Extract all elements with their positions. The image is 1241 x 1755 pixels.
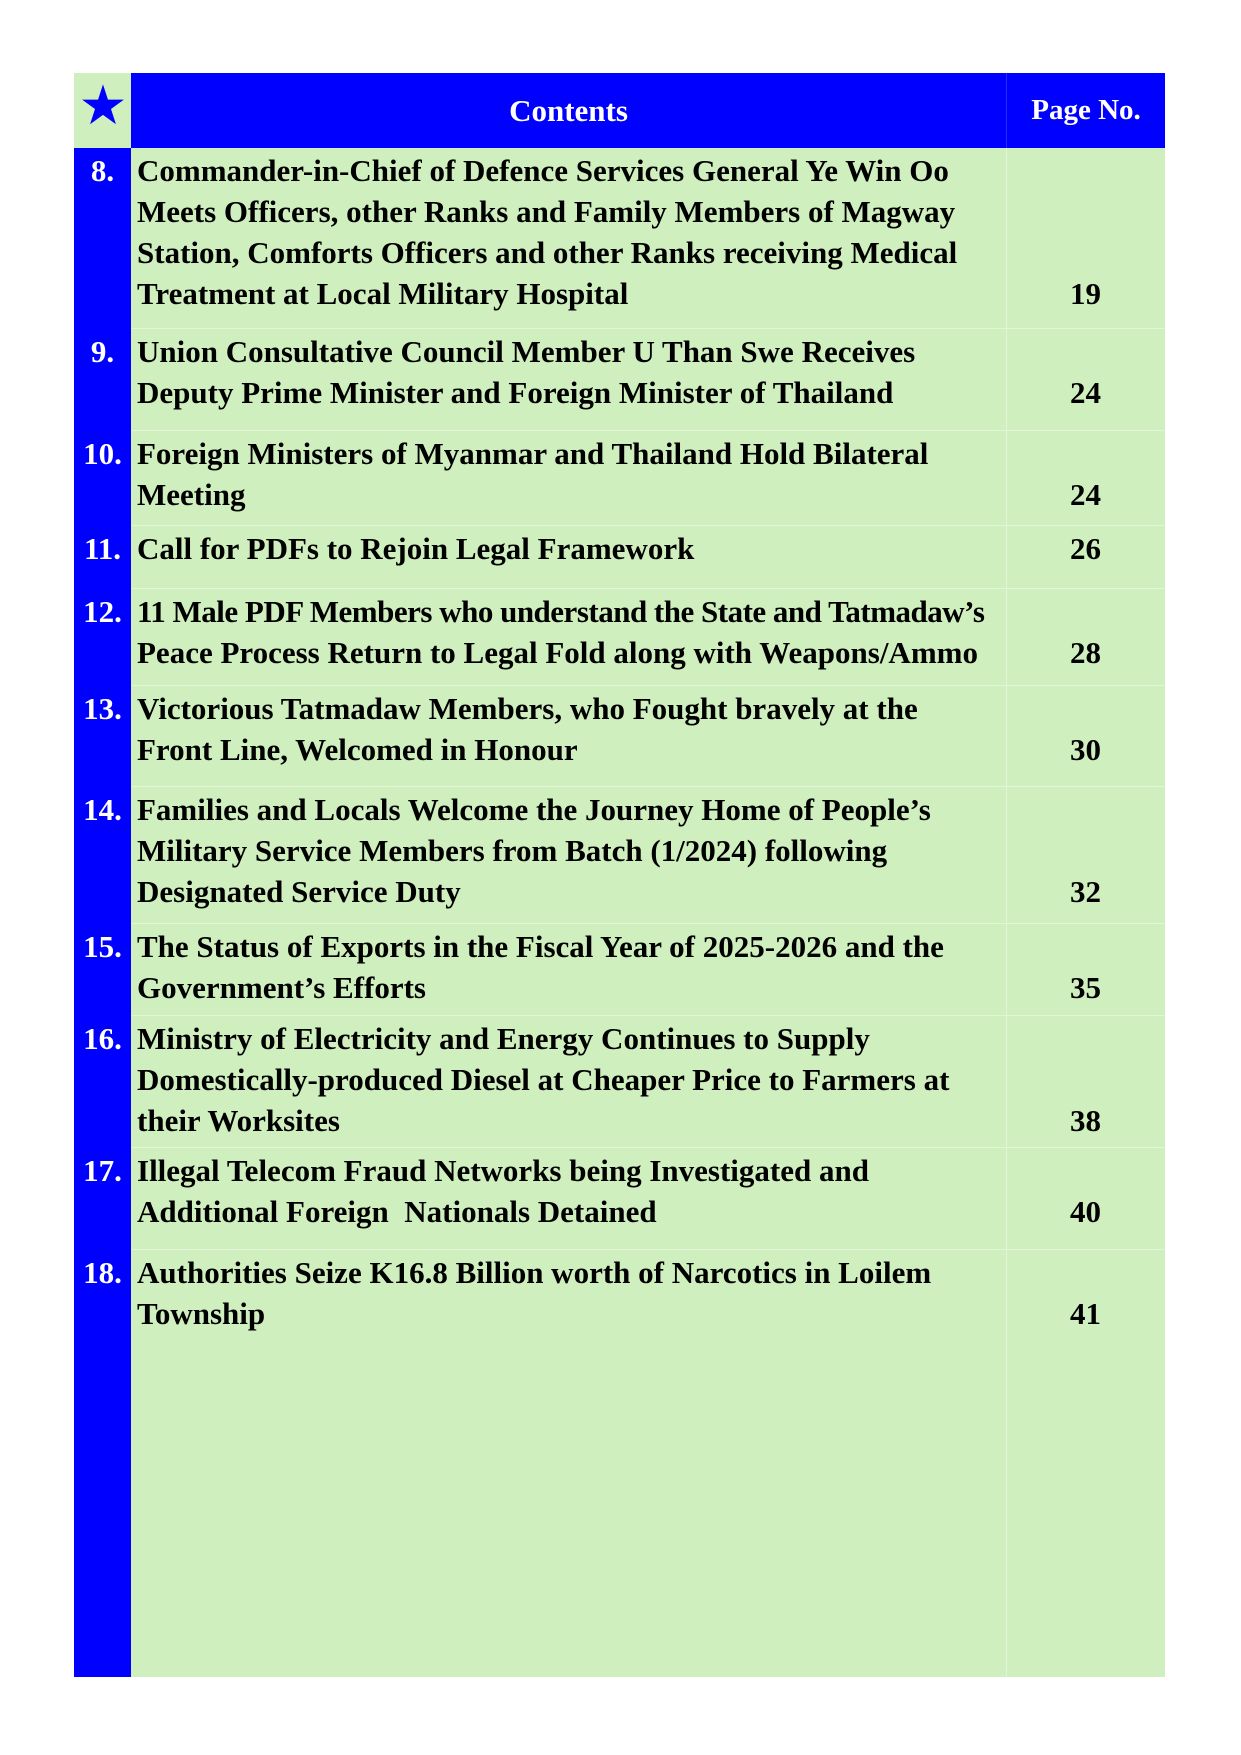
entry-page-number: 24 — [1070, 375, 1101, 410]
table-of-contents — [74, 73, 1165, 1677]
entry-page-number: 35 — [1070, 970, 1101, 1005]
entry-title-line: Front Line, Welcomed in Honour — [137, 732, 578, 767]
entry-page-cell — [1006, 787, 1165, 912]
entry-title-line: their Worksites — [137, 1103, 340, 1138]
entry-page-cell — [1006, 526, 1165, 569]
entry-title — [131, 686, 1006, 770]
entry-title-line: Township — [137, 1296, 266, 1331]
entry-number-cell — [74, 686, 131, 770]
entry-number: 14. — [83, 792, 122, 827]
entry-title-line: Ministry of Electricity and Energy Continues to Supply — [137, 1021, 870, 1056]
toc-entry — [74, 1250, 1165, 1677]
entry-title-line: Station, Comforts Officers and other Ranks receiving Medical — [137, 235, 958, 270]
entry-page-number: 38 — [1070, 1103, 1101, 1138]
entry-number-cell — [74, 787, 131, 912]
toc-entries — [74, 148, 1165, 1677]
entry-number: 12. — [83, 594, 122, 629]
entry-title — [131, 787, 1006, 912]
entry-page-cell — [1006, 1250, 1165, 1334]
entry-title-line: Military Service Members from Batch (1/2024) following — [137, 833, 888, 868]
entry-page-number: 28 — [1070, 635, 1101, 670]
entry-number-cell — [74, 431, 131, 515]
entry-title-line: The Status of Exports in the Fiscal Year of 2025-2026 and the — [137, 929, 944, 964]
entry-number-cell — [74, 589, 131, 673]
entry-title — [131, 589, 1006, 673]
entry-title — [131, 1250, 1006, 1334]
entry-page-cell — [1006, 686, 1165, 770]
entry-title-line: 11 Male PDF Members who understand the State and Tatmadaw’s — [137, 594, 985, 629]
entry-page-number: 41 — [1070, 1296, 1101, 1331]
entry-title-line: Designated Service Duty — [137, 874, 461, 909]
entry-title — [131, 1148, 1006, 1232]
toc-entry — [74, 924, 1165, 1016]
toc-entry — [74, 1148, 1165, 1250]
entry-number: 9. — [90, 334, 115, 369]
entry-title-line: Peace Process Return to Legal Fold along with Weapons/Ammo — [137, 635, 978, 670]
entry-number: 8. — [90, 153, 115, 188]
entry-number-cell — [74, 148, 131, 314]
entry-title — [131, 924, 1006, 1008]
entry-title-line: Deputy Prime Minister and Foreign Minister of Thailand — [137, 375, 894, 410]
entry-title — [131, 329, 1006, 413]
toc-entry — [74, 329, 1165, 431]
entry-title — [131, 1016, 1006, 1141]
entry-number-cell — [74, 924, 131, 1008]
entry-page-cell — [1006, 148, 1165, 314]
entry-title — [131, 526, 1006, 569]
table-header — [74, 73, 1165, 148]
entry-page-cell — [1006, 1016, 1165, 1141]
entry-page-number: 40 — [1070, 1194, 1101, 1229]
entry-title-line: Treatment at Local Military Hospital — [137, 276, 629, 311]
entry-title — [131, 148, 1006, 314]
entry-title-line: Meets Officers, other Ranks and Family Members of Magway — [137, 194, 956, 229]
entry-page-number: 30 — [1070, 732, 1101, 767]
entry-title-line: Union Consultative Council Member U Than Swe Receives — [137, 334, 916, 369]
entry-title-line: Families and Locals Welcome the Journey Home of People’s — [137, 792, 931, 827]
entry-page-cell — [1006, 589, 1165, 673]
entry-page-cell — [1006, 1148, 1165, 1232]
entry-page-number: 19 — [1070, 276, 1101, 311]
star-icon — [81, 84, 125, 126]
entry-number: 17. — [83, 1153, 122, 1188]
entry-number: 11. — [83, 531, 122, 566]
entry-title-line: Victorious Tatmadaw Members, who Fought bravely at the — [137, 691, 918, 726]
entry-title-line: Call for PDFs to Rejoin Legal Framework — [137, 531, 695, 566]
entry-page-number: 32 — [1070, 874, 1101, 909]
entry-title-line: Meeting — [137, 477, 246, 512]
entry-number: 18. — [83, 1255, 122, 1290]
entry-number-cell — [74, 526, 131, 569]
entry-page-cell — [1006, 431, 1165, 515]
entry-page-cell — [1006, 924, 1165, 1008]
entry-title-line: Additional Foreign Nationals Detained — [137, 1194, 657, 1229]
entry-title-line: Domestically-produced Diesel at Cheaper Price to Farmers at — [137, 1062, 950, 1097]
entry-title-line: Illegal Telecom Fraud Networks being Investigated and — [137, 1153, 869, 1188]
entry-page-number: 24 — [1070, 477, 1101, 512]
toc-entry — [74, 526, 1165, 589]
entry-title-line: Commander-in-Chief of Defence Services General Ye Win Oo — [137, 153, 949, 188]
entry-number-cell — [74, 1250, 131, 1334]
entry-number: 16. — [83, 1021, 122, 1056]
entry-number: 13. — [83, 691, 122, 726]
entry-title — [131, 431, 1006, 515]
entry-number-cell — [74, 1016, 131, 1141]
entry-number: 15. — [83, 929, 122, 964]
entry-number-cell — [74, 329, 131, 413]
entry-title-line: Authorities Seize K16.8 Billion worth of Narcotics in Loilem — [137, 1255, 932, 1290]
entry-page-cell — [1006, 329, 1165, 413]
toc-entry — [74, 431, 1165, 526]
entry-number: 10. — [83, 436, 122, 471]
page-no-header: Page No. — [1006, 73, 1165, 148]
toc-entry — [74, 1016, 1165, 1148]
entry-title-line: Foreign Ministers of Myanmar and Thailand Hold Bilateral — [137, 436, 929, 471]
toc-entry — [74, 148, 1165, 329]
entry-page-number: 26 — [1070, 531, 1101, 566]
star-cell — [74, 73, 131, 148]
toc-entry — [74, 589, 1165, 686]
toc-entry — [74, 787, 1165, 924]
entry-number-cell — [74, 1148, 131, 1232]
toc-entry — [74, 686, 1165, 787]
entry-title-line: Government’s Efforts — [137, 970, 426, 1005]
contents-header: Contents — [131, 73, 1006, 148]
